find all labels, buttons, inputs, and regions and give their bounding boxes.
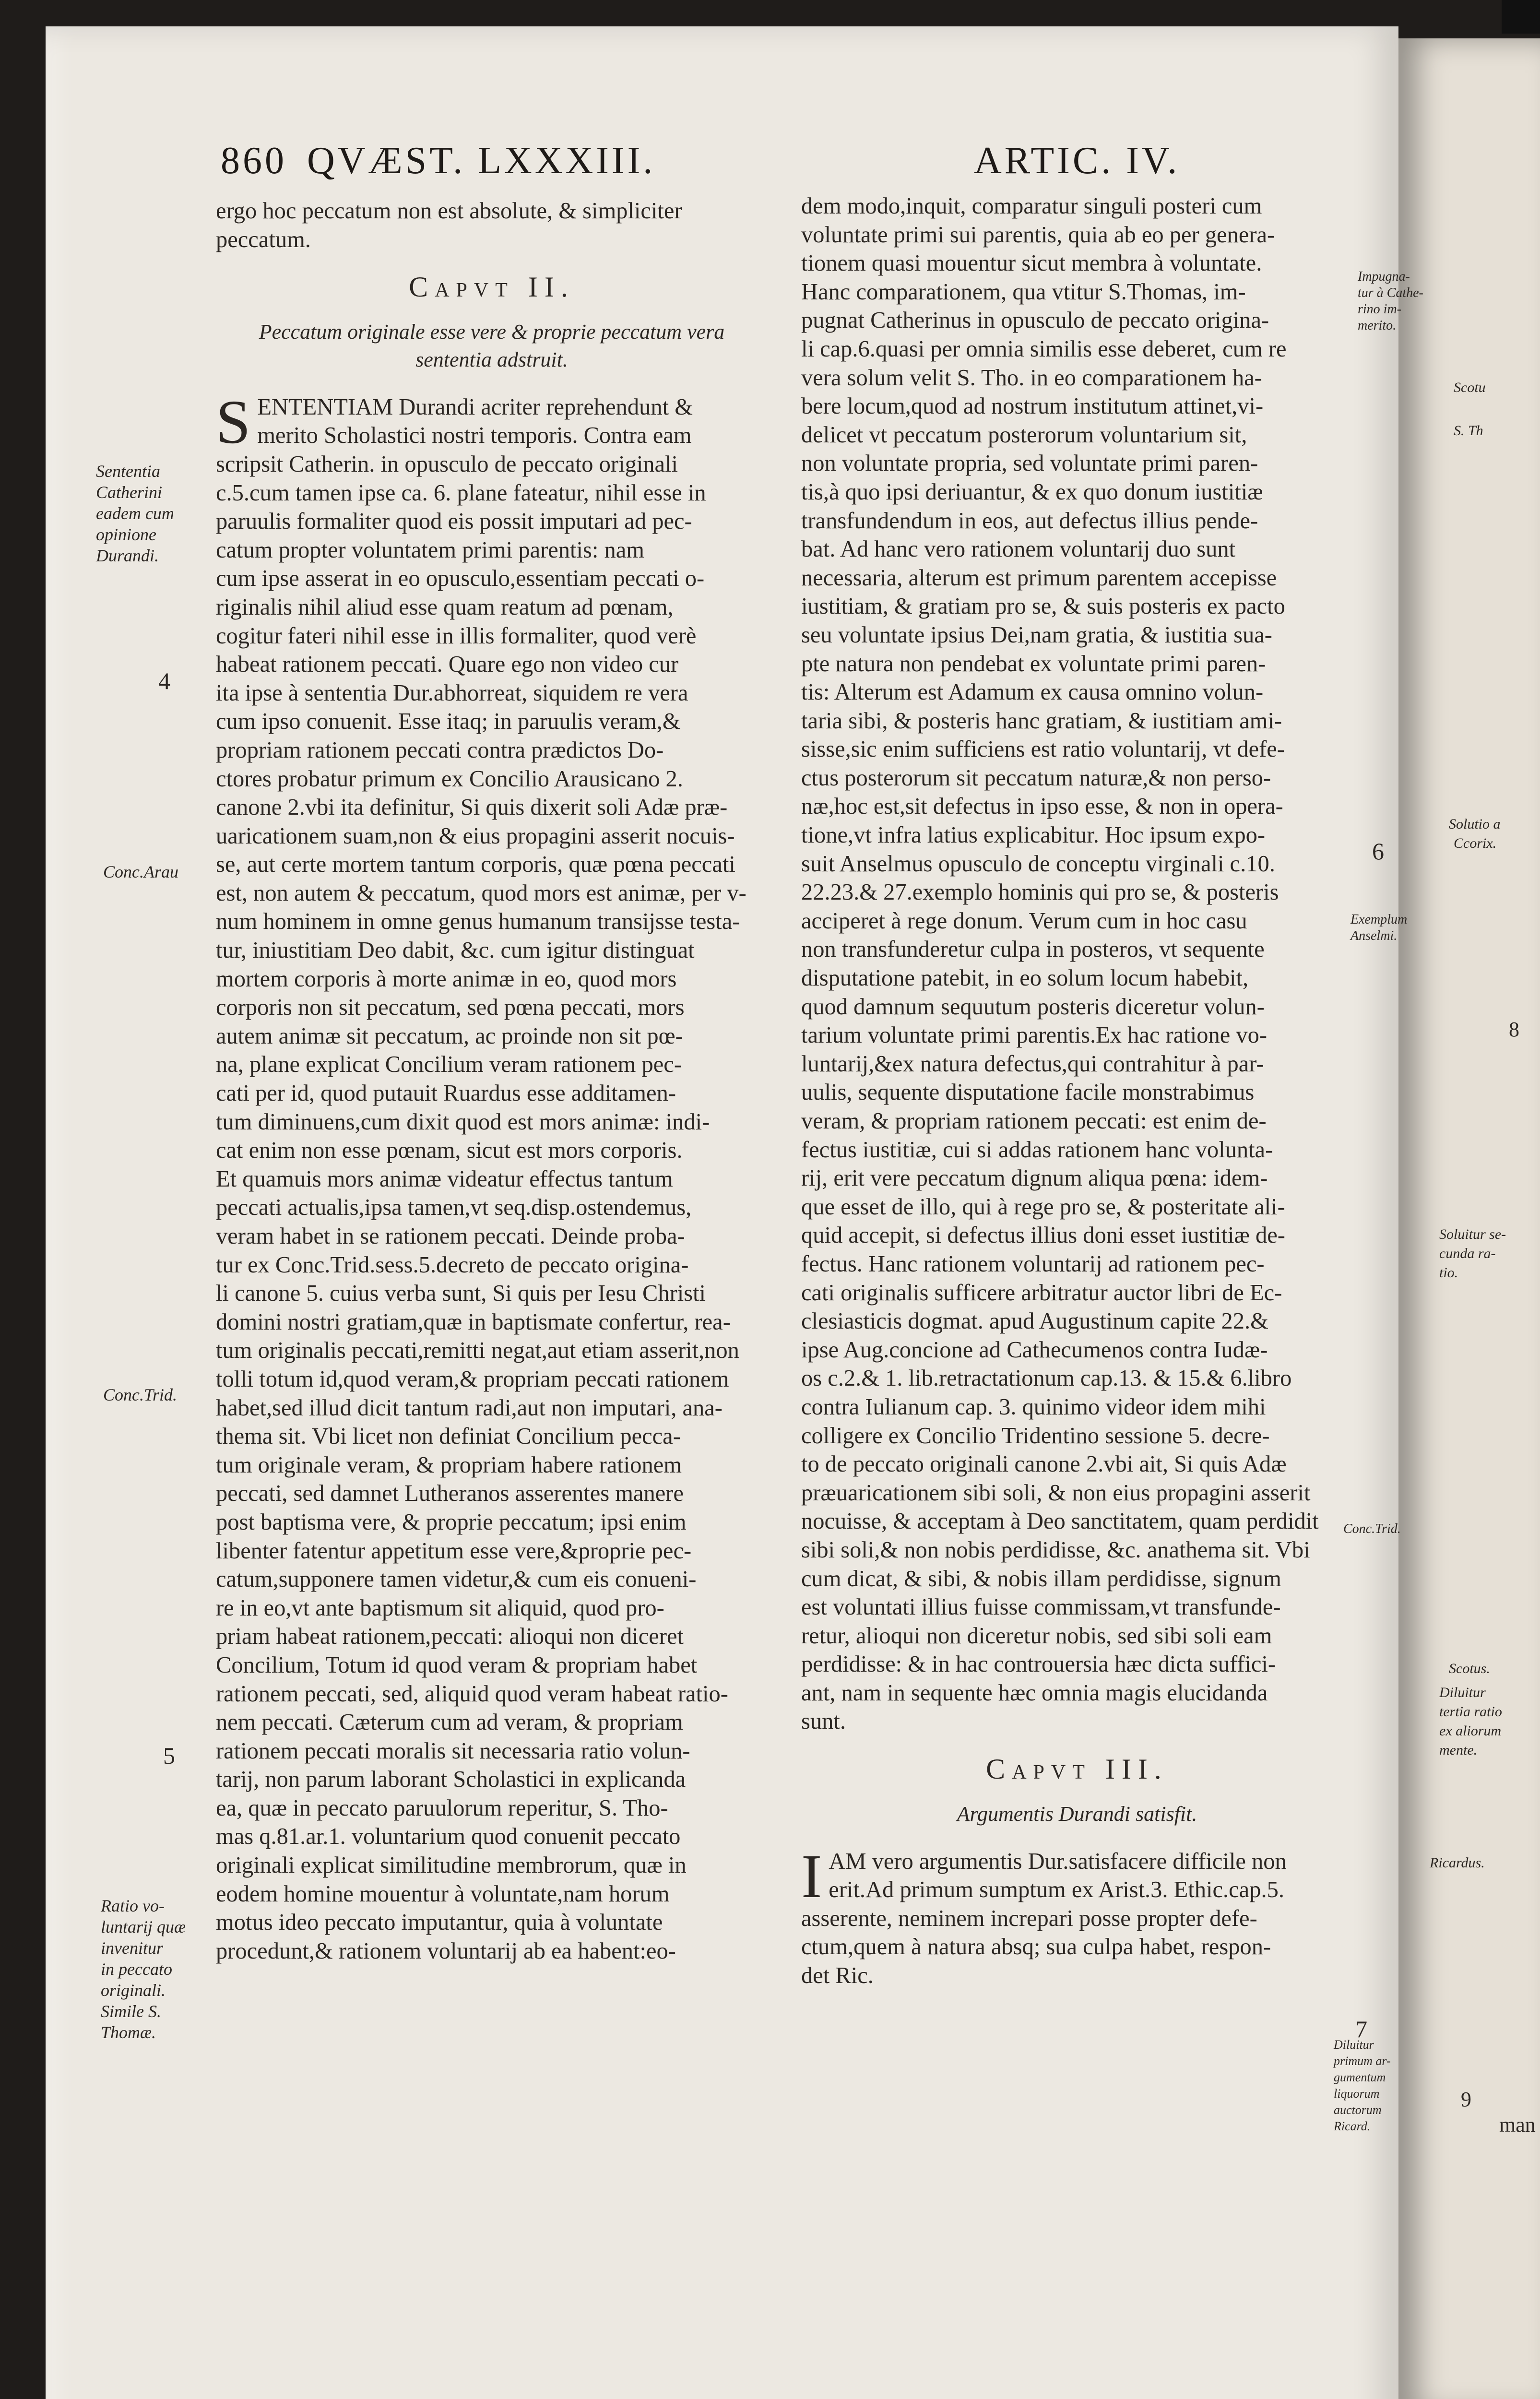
text-line: to de peccato originali canone 2.vbi ait, Si quis Adæ xyxy=(801,1451,1287,1477)
chapter-summary xyxy=(216,318,768,374)
text-line: non transfunderetur culpa in posteros, vt sequente xyxy=(801,937,1265,962)
left-text-column xyxy=(216,197,768,1965)
text-line: vera solum velit S. Tho. in eo comparationem ha- xyxy=(801,365,1262,391)
next-page-fragment: tio. xyxy=(1439,1265,1458,1281)
text-line: motus ideo peccato imputantur, quia à voluntate xyxy=(216,1910,663,1936)
margin-note-line: Simile S. xyxy=(101,2002,161,2021)
text-line: merito Scholastici nostri temporis. Contra eam xyxy=(257,423,692,449)
text-line: suit Anselmus opusculo de conceptu virginali c.10. xyxy=(801,851,1275,877)
margin-note-line: eadem cum xyxy=(96,504,174,523)
text-line: præuaricationem sibi soli, & non eius propagini asserit xyxy=(801,1480,1311,1506)
text-line: rationem peccati, sed, aliquid quod veram habeat ratio- xyxy=(216,1681,728,1707)
margin-note-exemplum-anselmi xyxy=(1350,912,1407,944)
margin-note-line: Conc.Trid. xyxy=(1343,1521,1401,1536)
margin-note-line: originali. xyxy=(101,1981,166,2000)
text-line: transfundendum in eos, aut defectus illius pende- xyxy=(801,508,1258,534)
text-line: habet,sed illud dicit tantum radi,aut non imputari, ana- xyxy=(216,1395,723,1421)
text-line: num hominem in omne genus humanum transijsse testa- xyxy=(216,909,740,935)
text-line: iustitiam, & gratiam pro se, & suis posteris ex pacto xyxy=(801,594,1285,619)
text-line: tis,à quo ipsi deriuantur, & ex quo donum iustitiæ xyxy=(801,479,1263,505)
text-line: c.5.cum tamen ipse ca. 6. plane fateatur, nihil esse in xyxy=(216,480,706,506)
text-line: tur ex Conc.Trid.sess.5.decreto de peccato origina- xyxy=(216,1252,689,1278)
margin-note-line: Exemplum xyxy=(1350,912,1408,927)
text-line: que esset de illo, qui à rege pro se, & posteritate ali- xyxy=(801,1194,1285,1220)
text-line: necessaria, alterum est primum parentem accepisse xyxy=(801,565,1277,591)
text-line: canone 2.vbi ita definitur, Si quis dixerit soli Adæ præ- xyxy=(216,795,728,820)
text-line: sisse,sic enim sufficiens est ratio voluntarij, vt defe- xyxy=(801,736,1285,762)
text-line: paruulis formaliter quod eis possit imputari ad pec- xyxy=(216,509,692,534)
margin-note-diluitur xyxy=(1334,2037,1391,2135)
text-line: thema sit. Vbi licet non definiat Concilium pecca- xyxy=(216,1424,681,1449)
margin-note-catherinus xyxy=(96,461,174,566)
next-page-fragment: cunda ra- xyxy=(1439,1246,1496,1261)
chapter-heading: Capvt III. xyxy=(986,1753,1168,1785)
margin-note-ratio-voluntarii xyxy=(101,1895,186,2043)
margin-note-line: Diluitur xyxy=(1334,2038,1374,2052)
margin-note-line: Thomæ. xyxy=(101,2023,156,2042)
text-line: ctores probatur primum ex Concilio Arausicano 2. xyxy=(216,766,683,792)
text-line: cum dicat, & sibi, & nobis illam perdidisse, signum xyxy=(801,1566,1281,1591)
next-page-fragment: mente. xyxy=(1439,1742,1478,1758)
book-page-right-edge xyxy=(1398,38,1540,2399)
text-line: cat enim non esse pœnam, sicut est mors corporis. xyxy=(216,1138,683,1164)
text-line: retur, alioqui non diceretur nobis, sed sibi soli eam xyxy=(801,1623,1272,1649)
text-line: tur, iniustitiam Deo dabit, &c. cum igitur distinguat xyxy=(216,938,695,963)
margin-note-line: Ratio vo- xyxy=(101,1896,165,1915)
text-line: corporis non sit peccatum, sed pœna peccati, mors xyxy=(216,995,685,1021)
text-line: fectus iustitiæ, cui si addas rationem hanc volunta- xyxy=(801,1137,1273,1163)
text-line: contra Iulianum cap. 3. quinimo videor idem mihi xyxy=(801,1394,1266,1420)
text-line: originali explicat similitudine membrorum, quæ in xyxy=(216,1853,687,1878)
text-line: veram habet in se rationem peccati. Deinde proba- xyxy=(216,1223,685,1249)
drop-cap: S xyxy=(216,387,251,457)
text-line: AM vero argumentis Dur.satisfacere difficile non xyxy=(829,1848,1287,1874)
text-line: na, plane explicat Concilium veram rationem pec- xyxy=(216,1052,682,1078)
text-line: ita ipse à sententia Dur.abhorreat, siquidem re vera xyxy=(216,680,688,706)
chapter-heading: Capvt II. xyxy=(409,271,575,303)
text-line: est, non autem & peccatum, quod mors est animæ, per v- xyxy=(216,880,746,906)
next-page-fragment: Soluitur se- xyxy=(1439,1226,1506,1242)
text-line: priam habeat rationem,peccati: alioqui non diceret xyxy=(216,1624,684,1650)
text-line: Concilium, Totum id quod veram & propriam habet xyxy=(216,1652,698,1678)
next-page-fragment: Ricardus. xyxy=(1430,1855,1485,1871)
text-line: pte natura non pendebat ex voluntate primi paren- xyxy=(801,651,1266,677)
text-line: Hanc comparationem, qua vtitur S.Thomas, im- xyxy=(801,279,1246,305)
text-line: ctum,quem à natura absq; sua culpa habet, respon- xyxy=(801,1934,1271,1960)
text-line: quod damnum sequutum posteris diceretur volun- xyxy=(801,994,1265,1020)
text-line: acciperet à rege donum. Verum cum in hoc casu xyxy=(801,908,1247,934)
margin-number: 6 xyxy=(1372,838,1384,865)
text-line: bat. Ad hanc vero rationem voluntarij duo sunt xyxy=(801,536,1236,562)
margin-note-conc-trid xyxy=(1343,1519,1401,1540)
text-line: procedunt,& rationem voluntarij ab ea habent:eo- xyxy=(216,1938,676,1964)
margin-note-line: primum ar- xyxy=(1334,2054,1391,2068)
text-line: seu voluntate ipsius Dei,nam gratia, & iustitia sua- xyxy=(801,622,1272,648)
text-line: det Ric. xyxy=(801,1963,874,1989)
margin-note-line: Ricard. xyxy=(1334,2119,1371,2133)
text-line: domini nostri gratiam,quæ in baptismate confertur, rea- xyxy=(216,1309,731,1335)
margin-note-line: gumentum xyxy=(1334,2070,1386,2084)
right-text-column xyxy=(801,192,1353,1990)
text-line: ipse Aug.concione ad Cathecumenos contra Iudæ- xyxy=(801,1337,1268,1363)
text-line: sunt. xyxy=(801,1709,846,1734)
text-line: Et quamuis mors animæ videatur effectus tantum xyxy=(216,1166,673,1192)
margin-note-conc-trid xyxy=(103,1384,177,1405)
text-line: rij, erit vere peccatum dignum aliqua pœna: idem- xyxy=(801,1165,1268,1191)
text-line: næ,hoc est,sit defectus in ipso esse, & non in opera- xyxy=(801,794,1283,819)
margin-note-line: Conc.Trid. xyxy=(103,1385,178,1404)
text-line: tum originale veram, & propriam habere rationem xyxy=(216,1452,682,1478)
text-line: bere locum,quod ad nostrum institutum attinet,vi- xyxy=(801,393,1264,419)
next-page-fragment: S. Th xyxy=(1454,423,1483,439)
text-line: tis: Alterum est Adamum ex causa omnino volun- xyxy=(801,679,1264,705)
text-line: tione,vt infra latius explicabitur. Hoc ipsum expo- xyxy=(801,822,1266,848)
margin-note-line: Catherini xyxy=(96,483,163,502)
text-line: clesiasticis dogmat. apud Augustinum capite 22.& xyxy=(801,1308,1268,1334)
text-line: cati per id, quod putauit Ruardus esse additamen- xyxy=(216,1081,676,1106)
text-line: uulis, sequente disputatione facile monstrabimus xyxy=(801,1080,1255,1105)
text-line: taria sibi, & posteris hanc gratiam, & iustitiam ami- xyxy=(801,708,1282,734)
margin-note-line: auctorum xyxy=(1334,2103,1382,2117)
running-head-article: ARTIC. IV. xyxy=(974,140,1180,182)
margin-number: 7 xyxy=(1355,2016,1367,2043)
next-page-fragment: Diluitur xyxy=(1439,1685,1486,1700)
text-line: libenter fatentur appetitum esse vere,&proprie pec- xyxy=(216,1538,692,1564)
margin-note-line: Durandi. xyxy=(96,546,159,565)
text-line: catum propter voluntatem primi parentis: nam xyxy=(216,537,644,563)
text-line: re in eo,vt ante baptismum sit aliquid, quod pro- xyxy=(216,1595,664,1621)
text-line: propriam rationem peccati contra prædictos Do- xyxy=(216,737,664,763)
right-body-text-2 xyxy=(801,1841,1353,1990)
margin-note-line: in peccato xyxy=(101,1960,172,1979)
next-page-fragment: Solutio a xyxy=(1449,816,1501,832)
text-line: ctus posterorum sit peccatum naturæ,& non perso- xyxy=(801,765,1271,791)
text-line: se, aut certe mortem tantum corporis, quæ pœna peccati xyxy=(216,852,735,878)
text-line: mas q.81.ar.1. voluntarium quod conuenit peccato xyxy=(216,1824,681,1850)
text-line: non voluntate propria, sed voluntate primi paren- xyxy=(801,451,1258,476)
text-line: 22.23.& 27.exemplo hominis qui pro se, & posteris xyxy=(801,879,1279,905)
text-line: voluntate primi sui parentis, quia ab eo per genera- xyxy=(801,222,1275,248)
text-line: asserente, neminem increpari posse propter defe- xyxy=(801,1905,1257,1931)
margin-note-line: Conc.Arau xyxy=(103,862,178,881)
text-line: tolli totum id,quod veram,& propriam peccati rationem xyxy=(216,1366,729,1392)
margin-note-line: luntarij quæ xyxy=(101,1917,186,1936)
intro-line: ergo hoc peccatum non est absolute, & simpliciter xyxy=(216,198,682,224)
text-line: tum diminuens,cum dixit quod est mors animæ: indi- xyxy=(216,1109,710,1135)
corner-marker xyxy=(1502,0,1540,34)
text-line: delicet vt peccatum posterorum voluntarium sit, xyxy=(801,422,1247,448)
text-line: ea, quæ in peccato paruulorum reperitur, S. Tho- xyxy=(216,1795,668,1821)
text-line: catum,supponere tamen videtur,& cum eis conueni- xyxy=(216,1567,697,1592)
next-page-fragment: 9 xyxy=(1461,2088,1471,2111)
text-line: uaricationem suam,non & eius propagini asserit nocuis- xyxy=(216,823,735,849)
left-body-text xyxy=(216,387,768,1966)
page-number: 860 xyxy=(221,140,287,182)
drop-cap: I xyxy=(801,1841,822,1911)
text-line: fectus. Hanc rationem voluntarij ad rationem pec- xyxy=(801,1251,1265,1277)
margin-note-line: invenitur xyxy=(101,1938,163,1958)
summary-line: Peccatum originale esse vere & proprie peccatum vera xyxy=(259,320,725,344)
running-head-question: QVÆST. LXXXIII. xyxy=(307,140,656,182)
text-line: colligere ex Concilio Tridentino sessione 5. decre- xyxy=(801,1423,1270,1449)
next-page-fragment: ex aliorum xyxy=(1439,1723,1502,1739)
text-line: tarij, non parum laborant Scholastici in explicanda xyxy=(216,1767,686,1793)
text-line: tum originalis peccati,remitti negat,aut etiam asserit,non xyxy=(216,1338,739,1364)
next-page-fragment: 8 xyxy=(1509,1018,1519,1041)
text-line: cati originalis sufficere arbitratur auctor libri de Ec- xyxy=(801,1280,1282,1306)
text-line: rationem peccati moralis sit necessaria ratio volun- xyxy=(216,1738,690,1764)
text-line: luntarij,&ex natura defectus,qui contrahitur à par- xyxy=(801,1051,1264,1077)
text-line: tarium voluntate primi parentis.Ex hac ratione vo- xyxy=(801,1022,1268,1048)
text-line: quid accepit, si defectus illius doni esset iustitiæ de- xyxy=(801,1223,1285,1248)
text-line: eodem homine mouentur à voluntate,nam horum xyxy=(216,1881,670,1907)
text-line: riginalis nihil aliud esse quam reatum ad pœnam, xyxy=(216,594,674,620)
text-line: peccati, sed damnet Lutheranos asserentes manere xyxy=(216,1481,684,1507)
margin-note-line: rino im- xyxy=(1358,302,1401,317)
text-line: nocuisse, & acceptam à Deo sanctitatem, quam perdidit xyxy=(801,1508,1319,1534)
next-page-fragment: Scotus. xyxy=(1449,1661,1490,1676)
text-line: erit.Ad primum sumptum ex Arist.3. Ethic.cap.5. xyxy=(829,1877,1284,1903)
margin-note-line: Anselmi. xyxy=(1350,928,1398,943)
margin-number: 4 xyxy=(158,667,170,694)
text-line: cum ipse asserat in eo opusculo,essentiam peccati o- xyxy=(216,566,705,592)
summary-line: sententia adstruit. xyxy=(415,347,568,371)
text-line: perdidisse: & in hac controuersia hæc dicta suffici- xyxy=(801,1651,1276,1677)
margin-note-impugnatur xyxy=(1358,269,1423,334)
margin-number: 5 xyxy=(163,1742,175,1769)
text-line: ENTENTIAM Durandi acriter reprehendunt & xyxy=(257,394,693,420)
margin-note-conc-arau xyxy=(103,861,178,882)
next-page-fragment: man xyxy=(1499,2113,1536,2137)
next-page-fragment: Scotu xyxy=(1454,380,1486,395)
margin-note-line: liquorum xyxy=(1334,2087,1380,2101)
margin-note-line: merito. xyxy=(1358,318,1397,333)
text-line: scripsit Catherin. in opusculo de peccato originali xyxy=(216,451,678,477)
text-line: veram, & propriam rationem peccati: est enim de- xyxy=(801,1108,1267,1134)
text-line: sibi soli,& non nobis perdidisse, &c. anathema sit. Vbi xyxy=(801,1537,1310,1563)
text-line: habeat rationem peccati. Quare ego non video cur xyxy=(216,652,679,677)
text-line: autem animæ sit peccatum, ac proinde non sit pœ- xyxy=(216,1023,683,1049)
intro-line: peccatum. xyxy=(216,226,311,252)
text-line: li canone 5. cuius verba sunt, Si quis per Iesu Christi xyxy=(216,1281,706,1306)
margin-note-line: opinione xyxy=(96,525,156,544)
text-line: disputatione patebit, in eo solum locum habebit, xyxy=(801,965,1249,991)
text-line: os c.2.& 1. lib.retractationum cap.13. & 15.& 6.libro xyxy=(801,1366,1292,1391)
margin-note-line: tur à Cathe- xyxy=(1358,285,1423,300)
text-line: mortem corporis à morte animæ in eo, quod mors xyxy=(216,966,677,992)
text-line: cogitur fateri nihil esse in illis formaliter, quod verè xyxy=(216,623,697,649)
margin-note-line: Sententia xyxy=(96,462,160,481)
right-body-text xyxy=(801,192,1353,1736)
text-line: est voluntati illius fuisse commissam,vt transfunde- xyxy=(801,1594,1281,1620)
text-line: dem modo,inquit, comparatur singuli posteri cum xyxy=(801,193,1262,219)
margin-note-line: Impugna- xyxy=(1358,269,1410,284)
text-line: cum ipso conuenit. Esse itaq; in paruulis veram,& xyxy=(216,709,681,735)
text-line: li cap.6.quasi per omnia similis esse deberet, cum re xyxy=(801,336,1287,362)
text-line: ant, nam in sequente hæc omnia magis elucidanda xyxy=(801,1680,1268,1706)
next-page-fragment: tertia ratio xyxy=(1439,1704,1502,1720)
next-page-fragment: Ccorix. xyxy=(1454,835,1497,851)
text-line: peccati actualis,ipsa tamen,vt seq.disp.ostendemus, xyxy=(216,1195,692,1221)
chapter-summary: Argumentis Durandi satisfit. xyxy=(957,1802,1197,1826)
text-line: nem peccati. Cæterum cum ad veram, & propriam xyxy=(216,1710,683,1735)
text-line: tionem quasi mouentur sicut membra à voluntate. xyxy=(801,250,1262,276)
text-line: pugnat Catherinus in opusculo de peccato origina- xyxy=(801,308,1269,333)
text-line: post baptisma vere, & proprie peccatum; ipsi enim xyxy=(216,1509,687,1535)
